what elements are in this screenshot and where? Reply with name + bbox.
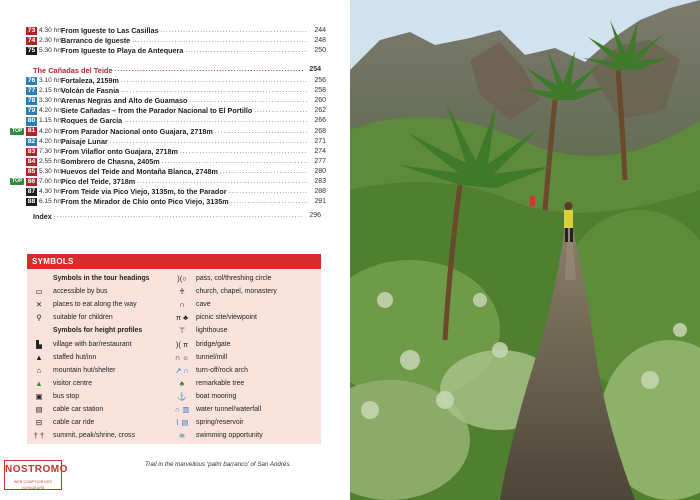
toc-entry[interactable] [6, 86, 326, 96]
tour-page: 248 [314, 37, 326, 45]
toc-entry[interactable] [6, 177, 326, 187]
water-tunnel-icon: ∩ ▥ [174, 404, 190, 414]
tour-duration: 3.30 hrs [39, 97, 63, 105]
symbol-entry [174, 351, 317, 364]
leader-dots [229, 187, 308, 197]
tour-number: 83 [27, 147, 36, 155]
tour-duration: 5.30 hrs [39, 47, 63, 55]
tour-page: 258 [314, 87, 326, 95]
church-icon: ♰ [179, 287, 185, 297]
tour-number: 77 [27, 87, 36, 95]
boat-icon: ⚓ [177, 391, 187, 401]
tour-duration: 7.00 hrs [39, 177, 63, 185]
symbol-label: suitable for children [53, 314, 113, 322]
symbol-label: remarkable tree [196, 379, 245, 387]
symbol-label: staffed hut/inn [53, 353, 97, 361]
symbol-label: cable car ride [53, 419, 95, 427]
tree-icon: ♣ [179, 378, 185, 388]
symbol-entry [31, 311, 174, 324]
cave-icon: ∩ [179, 300, 185, 310]
tour-duration: 2.55 hrs [39, 157, 63, 165]
tour-duration: 4.20 hrs [39, 137, 63, 145]
tour-duration: 4.30 hrs [39, 27, 63, 35]
symbol-entry [174, 311, 317, 324]
symbols-box [27, 254, 321, 444]
symbol-label: spring/reservoir [196, 419, 244, 427]
tour-number: 85 [27, 167, 36, 175]
symbols-subheading [31, 324, 174, 337]
leader-dots [180, 147, 308, 157]
symbol-entry [31, 298, 174, 311]
leader-dots [121, 76, 308, 86]
toc-entry[interactable] [6, 96, 326, 106]
swimming-icon: ≋ [178, 431, 186, 441]
tour-number: 73 [27, 26, 36, 34]
section-page: 254 [309, 66, 321, 73]
tour-number: 75 [27, 47, 36, 55]
palm-barranco-illustration [350, 0, 700, 500]
symbol-entry [174, 390, 317, 403]
symbol-label: places to eat along the way [53, 301, 137, 309]
symbols-right-column [174, 272, 317, 440]
mountain-hut-icon: ⌂ [36, 365, 42, 375]
tour-duration: 4.20 hrs [39, 107, 63, 115]
symbol-label: summit, peak/shrine, cross [53, 432, 135, 440]
leader-dots [121, 86, 308, 96]
tour-title: Fortaleza, 2159m [61, 76, 119, 86]
symbol-label: accessible by bus [53, 288, 108, 296]
symbol-entry [31, 351, 174, 364]
tour-number: 84 [27, 157, 36, 165]
bridge-icon: )( π [175, 339, 189, 349]
tour-page: 277 [314, 157, 326, 165]
tour-title: Arenas Negras and Alto de Guamaso [61, 96, 188, 106]
leader-dots [254, 106, 308, 116]
symbol-label: cave [196, 301, 211, 309]
symbols-subheading [31, 272, 174, 285]
photo-caption: Trail in the marvellous ‘palm barranco’ of San Andrés. [145, 461, 292, 468]
toc-top-list [6, 26, 326, 56]
tour-title: Huevos del Teide and Montaña Blanca, 2748m [61, 166, 218, 176]
tour-title: Barranco de Igueste [61, 36, 131, 46]
toc-entry[interactable] [6, 197, 326, 207]
tour-duration: 1.15 hrs [39, 117, 63, 125]
tour-number: 82 [27, 137, 36, 145]
symbol-entry [31, 364, 174, 377]
toc-entry[interactable] [6, 46, 326, 56]
tour-page: 260 [314, 97, 326, 105]
symbol-entry [31, 403, 174, 416]
pass-icon: )(○ [177, 274, 187, 284]
tour-number: 86 [27, 177, 36, 185]
tour-number: 88 [27, 198, 36, 206]
tour-duration: 5.30 hrs [39, 167, 63, 175]
leader-dots [110, 137, 308, 147]
tour-page: 244 [314, 27, 326, 35]
tunnel-icon: ∩ ☼ [174, 352, 190, 362]
symbol-label: visitor centre [53, 379, 93, 387]
top-badge: TOP [11, 128, 23, 135]
leader-dots [220, 167, 308, 177]
tour-title: Volcán de Fasnia [61, 86, 120, 96]
trail-photo [350, 0, 700, 500]
tour-number: 80 [27, 117, 36, 125]
toc-entry[interactable] [6, 187, 326, 197]
lighthouse-icon: ⊤ [178, 326, 186, 336]
tour-number: 74 [27, 37, 36, 45]
logo-tagline: WEB COMPTOIR DES VOYAGEURS [14, 480, 52, 490]
symbol-label: picnic site/viewpoint [196, 314, 257, 322]
tour-title: From Vilaflor onto Guajara, 2718m [61, 146, 178, 156]
symbol-label: mountain hut/shelter [53, 366, 116, 374]
toc-entry[interactable] [6, 157, 326, 167]
tour-title: Siete Cañadas – from the Parador Nacional to El Portillo [61, 106, 253, 116]
symbol-label: boat mooring [196, 392, 237, 400]
toc-entry[interactable] [6, 106, 326, 116]
tour-duration: 4.20 hrs [39, 127, 63, 135]
symbol-entry [174, 272, 317, 285]
tour-title: Pico del Teide, 3718m [61, 176, 136, 186]
symbols-left-column [31, 272, 174, 440]
leader-dots [124, 116, 308, 126]
tour-duration: 3.10 hrs [39, 77, 63, 85]
top-badge-slot [6, 178, 26, 185]
leader-dots [137, 177, 308, 187]
symbol-label: swimming opportunity [196, 432, 263, 440]
section-heading [33, 66, 321, 75]
symbol-label: pass, col/threshing circle [196, 275, 272, 283]
bus-stop-icon: ▣ [35, 391, 43, 401]
top-badge-slot [6, 128, 26, 135]
top-badge: TOP [11, 178, 23, 185]
leader-dots [189, 96, 308, 106]
symbol-entry [174, 324, 317, 337]
symbol-label: Symbols for height profiles [53, 327, 143, 335]
turn-off-icon: ↗ ∩ [175, 365, 189, 375]
symbol-label: village with bar/restaurant [53, 340, 132, 348]
symbol-entry [31, 390, 174, 403]
tour-page: 266 [314, 117, 326, 125]
tour-page: 283 [314, 177, 326, 185]
tour-title: From Teide via Pico Viejo, 3135m, to the Parador [61, 187, 227, 197]
tour-page: 268 [314, 127, 326, 135]
tour-title: From the Mirador de Chío onto Pico Viejo, 3135m [61, 197, 229, 207]
staffed-hut-icon: ▲ [35, 352, 43, 362]
symbol-entry [174, 337, 317, 350]
toc-entry[interactable] [6, 76, 326, 86]
tour-duration: 6.15 hrs [39, 198, 63, 206]
tour-duration: 2.15 hrs [39, 87, 63, 95]
tour-page: 291 [314, 198, 326, 206]
bus-icon: ▭ [35, 287, 43, 297]
tour-number: 79 [27, 107, 36, 115]
toc-entry[interactable] [6, 167, 326, 177]
picnic-icon: π ♣ [175, 313, 189, 323]
toc-entry[interactable] [6, 137, 326, 147]
toc-entry[interactable] [6, 126, 326, 136]
tour-title: Roques de García [61, 116, 123, 126]
tour-title: From Igueste to Las Casillas [61, 26, 159, 36]
tour-title: From Igueste to Playa de Antequera [61, 46, 184, 56]
symbols-heading: SYMBOLS [27, 254, 321, 269]
tour-page: 250 [314, 47, 326, 55]
symbol-label: water tunnel/waterfall [196, 405, 262, 413]
symbol-label: bridge/gate [196, 340, 231, 348]
symbol-label: church, chapel, monastery [196, 288, 277, 296]
symbol-entry [174, 403, 317, 416]
toc-entry[interactable] [6, 36, 326, 46]
tour-number: 81 [27, 127, 36, 135]
index-page: 296 [309, 212, 321, 219]
symbol-entry [174, 416, 317, 429]
tour-number: 87 [27, 187, 36, 195]
symbol-entry [31, 337, 174, 350]
toc-entry[interactable] [6, 26, 326, 36]
symbol-label: bus stop [53, 392, 80, 400]
leader-dots [160, 26, 308, 36]
logo-name: NOSTROMO [5, 464, 68, 475]
toc-entry[interactable] [6, 147, 326, 157]
index-dots [54, 212, 303, 221]
section-dots [115, 66, 303, 75]
tour-title: Sombrero de Chasna, 2405m [61, 156, 160, 166]
tour-page: 280 [314, 167, 326, 175]
visitor-centre-icon: ▲ [35, 378, 43, 388]
tour-page: 271 [314, 137, 326, 145]
tour-page: 262 [314, 107, 326, 115]
leader-dots [231, 197, 308, 207]
tour-page: 288 [314, 188, 326, 196]
index-label: Index [33, 212, 52, 221]
leader-dots [185, 46, 308, 56]
symbol-entry [174, 429, 317, 442]
symbol-label: lighthouse [196, 327, 228, 335]
toc-section-list [6, 76, 326, 207]
leader-dots [132, 36, 308, 46]
tour-duration: 2.30 hrs [39, 37, 63, 45]
tour-page: 274 [314, 147, 326, 155]
summit-cross-icon: † † [33, 431, 45, 441]
symbol-entry [31, 429, 174, 442]
symbol-label: cable car station [53, 405, 104, 413]
toc-entry[interactable] [6, 116, 326, 126]
leader-dots [215, 127, 308, 137]
tour-number: 76 [27, 76, 36, 84]
tour-page: 256 [314, 77, 326, 85]
symbol-label: Symbols in the tour headings [53, 275, 150, 283]
symbol-label: tunnel/mill [196, 353, 228, 361]
symbol-entry [31, 416, 174, 429]
nostromo-logo[interactable] [4, 460, 68, 490]
spring-icon: ⌇ ▤ [175, 418, 189, 428]
tour-number: 78 [27, 97, 36, 105]
symbol-entry [174, 364, 317, 377]
symbol-entry [174, 285, 317, 298]
symbol-entry [174, 298, 317, 311]
index-entry[interactable] [33, 212, 321, 221]
tour-title: From Parador Nacional onto Guajara, 2718m [61, 126, 213, 136]
cutlery-icon: ✕ [35, 300, 43, 310]
symbol-entry [31, 285, 174, 298]
symbol-entry [31, 377, 174, 390]
leader-dots [162, 157, 308, 167]
symbol-entry [174, 377, 317, 390]
tour-title: Paisaje Lunar [61, 136, 108, 146]
cable-car-station-icon: ▤ [35, 404, 43, 414]
cable-car-ride-icon: ⊟ [35, 418, 43, 428]
tour-duration: 7.30 hrs [39, 147, 63, 155]
children-icon: ⚲ [36, 313, 42, 323]
village-icon: ▙ [36, 339, 42, 349]
symbol-label: turn-off/rock arch [196, 366, 248, 374]
tour-duration: 4.30 hrs [39, 188, 63, 196]
section-title: The Cañadas del Teide [33, 66, 113, 75]
